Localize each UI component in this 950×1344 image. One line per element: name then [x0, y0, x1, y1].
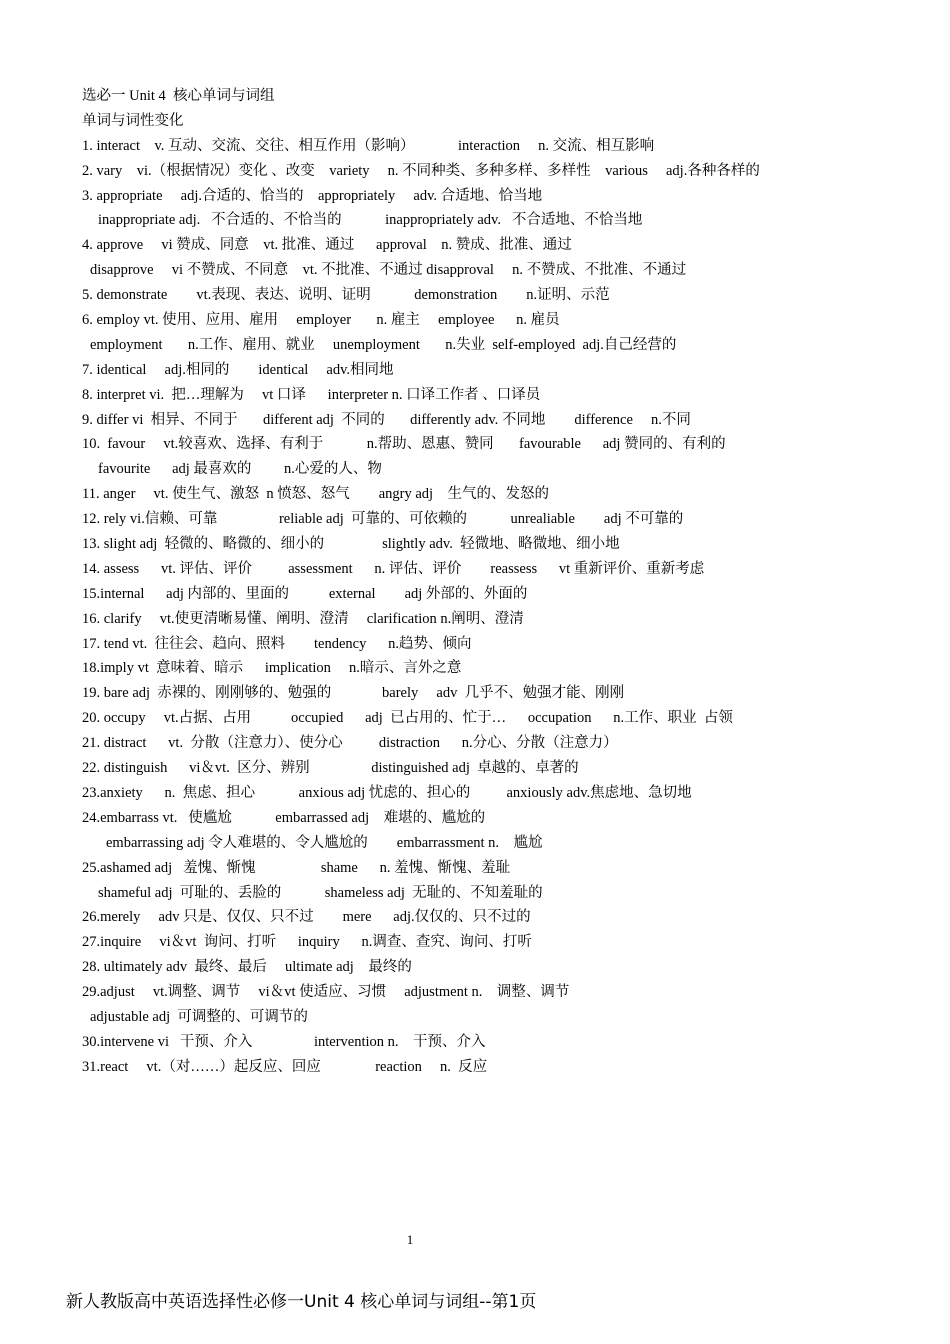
entry-line-28: 28. ultimately adv 最终、最后 ultimate adj 最终的: [82, 959, 412, 976]
entry-line-6b: employment n.工作、雇用、就业 unemployment n.失业 self-employed adj.自己经营的: [90, 336, 677, 353]
entry-line-7: 7. identical adj.相同的 identical adv.相同地: [82, 361, 394, 378]
doc-title: 选必一 Unit 4 核心单词与词组: [82, 88, 275, 104]
entry-line-11: 11. anger vt. 使生气、激怒 n 愤怒、怒气 angry adj 生气的、发怒的: [82, 486, 550, 503]
entry-line-16: 16. clarify vt.使更清晰易懂、阐明、澄清 clarification n.阐明、澄清: [82, 610, 524, 627]
entry-line-2: 2. vary vi.（根据情况）变化 、改变 variety n. 不同种类、多种多样、多样性 various adj.各种各样的: [82, 162, 760, 179]
entry-line-29b: adjustable adj 可调整的、可调节的: [90, 1008, 308, 1025]
entry-line-14: 14. assess vt. 评估、评价 assessment n. 评估、评价 reassess vt 重新评价、重新考虑: [82, 560, 705, 577]
entry-line-9: 9. differ vi 相异、不同于 different adj 不同的 differently adv. 不同地 difference n.不同: [82, 411, 691, 428]
entry-line-19: 19. bare adj 赤裸的、刚刚够的、勉强的 barely adv 几乎不、勉强才能、刚刚: [82, 685, 625, 702]
entry-line-18: 18.imply vt 意味着、暗示 implication n.暗示、言外之意: [82, 660, 462, 677]
entry-line-24b: embarrassing adj 令人难堪的、令人尴尬的 embarrassment n. 尴尬: [106, 834, 543, 851]
entry-line-12: 12. rely vi.信赖、可靠 reliable adj 可靠的、可依赖的 unrealiable adj 不可靠的: [82, 511, 684, 528]
entry-line-25: 25.ashamed adj 羞愧、惭愧 shame n. 羞愧、惭愧、羞耻: [82, 859, 511, 876]
entry-line-10b: favourite adj 最喜欢的 n.心爱的人、物: [98, 461, 382, 478]
entry-line-24: 24.embarrass vt. 使尴尬 embarrassed adj 难堪的、尴尬的: [82, 809, 486, 826]
entry-line-4: 4. approve vi 赞成、同意 vt. 批准、通过 approval n. 赞成、批准、通过: [82, 237, 572, 254]
document-content: [82, 84, 882, 1080]
entry-line-26: 26.merely adv 只是、仅仅、只不过 mere adj.仅仅的、只不过的: [82, 909, 531, 926]
entry-line-29: 29.adjust vt.调整、调节 vi＆vt 使适应、习惯 adjustment n. 调整、调节: [82, 984, 570, 1001]
entry-line-30: 30.intervene vi 干预、介入 intervention n. 干预、介入: [82, 1033, 486, 1050]
entry-line-10: 10. favour vt.较喜欢、选择、有利于 n.帮助、恩惠、赞同 favourable adj 赞同的、有利的: [82, 436, 726, 453]
doc-subtitle: 单词与词性变化: [82, 112, 184, 129]
entry-line-31: 31.react vt.（对……）起反应、回应 reaction n. 反应: [82, 1058, 488, 1075]
entry-line-4b: disapprove vi 不赞成、不同意 vt. 不批准、不通过 disapproval n. 不赞成、不批准、不通过: [90, 262, 687, 279]
entry-line-22: 22. distinguish vi＆vt. 区分、辨别 distinguished adj 卓越的、卓著的: [82, 760, 579, 777]
entry-line-15: 15.internal adj 内部的、里面的 external adj 外部的、外面的: [82, 585, 528, 602]
entry-line-23: 23.anxiety n. 焦虑、担心 anxious adj 忧虑的、担心的 anxiously adv.焦虑地、急切地: [82, 784, 692, 801]
entry-line-1: 1. interact v. 互动、交流、交往、相互作用（影响） interaction n. 交流、相互影响: [82, 137, 655, 154]
entry-line-5: 5. demonstrate vt.表现、表达、说明、证明 demonstration n.证明、示范: [82, 287, 610, 304]
page-footer: 新人教版高中英语选择性必修一Unit 4 核心单词与词组--第1页: [66, 1292, 537, 1312]
entry-line-21: 21. distract vt. 分散（注意力）、使分心 distraction n.分心、分散（注意力）: [82, 735, 618, 752]
page-number: 1: [406, 1232, 414, 1247]
entry-line-20: 20. occupy vt.占据、占用 occupied adj 已占用的、忙于… occupation n.工作、职业 占领: [82, 710, 733, 727]
entry-line-25b: shameful adj 可耻的、丢脸的 shameless adj 无耻的、不知羞耻的: [98, 884, 543, 901]
entry-line-13: 13. slight adj 轻微的、略微的、细小的 slightly adv. 轻微地、略微地、细小地: [82, 536, 620, 553]
entry-line-27: 27.inquire vi＆vt 询问、打听 inquiry n.调查、查究、询问、打听: [82, 934, 532, 951]
entry-line-3b: inappropriate adj. 不合适的、不恰当的 inappropriately adv. 不合适地、不恰当地: [98, 212, 643, 229]
entry-line-3: 3. appropriate adj.合适的、恰当的 appropriately adv. 合适地、恰当地: [82, 187, 543, 204]
entry-line-8: 8. interpret vi. 把…理解为 vt 口译 interpreter n. 口译工作者 、口译员: [82, 386, 541, 403]
entry-line-17: 17. tend vt. 往往会、趋向、照料 tendency n.趋势、倾向: [82, 635, 472, 652]
entry-line-6: 6. employ vt. 使用、应用、雇用 employer n. 雇主 employee n. 雇员: [82, 312, 560, 329]
